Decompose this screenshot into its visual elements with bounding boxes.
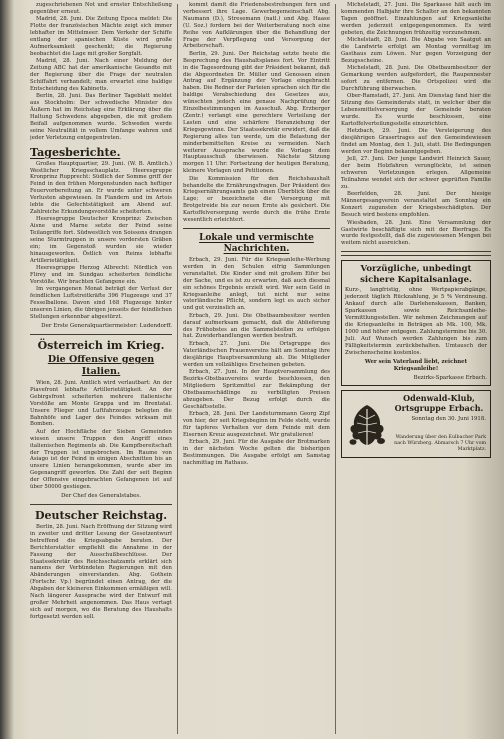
paragraph: Berlin, 28. Juni. Nach Eröffnung der Sitzung wird in zweiter und dritter Lesung der Gesetzentwurf betreffend die Kriegsabgabe beraten. Der Berichterstatter empfiehlt die Annahme in der Fassung der Ausschußbeschlüsse. Der Staatssekretär des Reichsschatzamts erklärt sich namens der Verbündeten Regierungen mit den Abänderungen einverstanden. Abg. Gothein (Fortschr. Vp.) begründet einen Antrag, der die Abgaben der kleineren Einkommen ermäßigen will. Nach längerer Aussprache wird der Entwurf mit großer Mehrheit angenommen. Das Haus vertagt sich auf morgen, wo die Beratung des Haushalts fortgesetzt werden soll. [30,523,172,620]
advertisement-kapitalsanlage [341,260,491,386]
club-heading: Odenwald-Klub, Ortsgruppe Erbach. [394,393,484,413]
divider [30,504,172,505]
paragraph: kommt damit die Friedensbestrebungen fern und verbessert ihre Lage. Gewerbegemeinschaft Abg. Naumann (D.), Stresemann (natl.) und Abg. Haase (U. Soz.) fordern bei der Weiterberatung noch eine Reihe von Aufklärungen über die Behandlung der Frage der Verpflegung und Versorgung der Arbeiterschaft. [183,2,330,50]
paragraph: zugeschriebenen Not und ernster Entschließung gegenüber erneut. [30,2,172,15]
column-right [341,2,491,458]
section-heading-tagesberichte: Tagesberichte. [30,145,121,159]
page-fold-shadow [0,0,14,739]
paragraph: Auf der Hochfläche der Sieben Gemeinden wiesen unsere Truppen den Angriff eines italienischen Regiments ab. Die Kampfbereitschaft der Truppen ist ungebrochen. Im Raume von Asiago ist der Feind in einigen Abschnitten bis an unsere Linien herangekommen, wurde aber im Gegenangriff geworfen. Die Zahl der seit Beginn der Offensive eingebrachten Gefangenen ist auf über 50000 gestiegen. [30,428,172,491]
advertisement-odenwald-klub [341,390,491,458]
paragraph: Heeresgruppe Herzog Albrecht: Nördlich von Flirey und im Sundgau scheiterten feindliche Vorstöße. Wir brachten Gefangene ein. [30,265,172,286]
paragraph: Ober-Ramstadt, 27. Juni. Am Dienstag fand hier die Sitzung des Gemeinderats statt, in welcher über die Lebensmittelversorgung der Gemeinde beraten wurde. Es wurde beschlossen, eine Kartoffelverteilungsstelle einzurichten. [341,93,491,127]
column-middle [183,2,330,467]
club-route: Wanderung über den Eulbacher Park nach Würzberg. Abmarsch 7 Uhr vom Marktplatz. [394,435,486,453]
column-left [30,2,172,621]
paragraph: Berlin, 28. Juni. Das Berliner Tageblatt meldet aus Stockholm: Der schwedische Minister des Äußern hat im Reichstag eine Erklärung über die Haltung Schwedens abgegeben, die mit großem Beifall aufgenommen wurde. Schweden werde seine Neutralität in vollem Umfange wahren und jeder Verletzung entgegentreten. [30,93,172,141]
divider [30,334,172,335]
paragraph: Hetzbach, 29. Juni. Die Versteigerung des diesjährigen Grasertrages auf den Gemeindewiesen findet am Montag, den 1. Juli, statt. Die Bedingungen werden vor Beginn bekanntgegeben. [341,128,491,156]
paragraph: Madrid, 28. Juni. Die Zeitung Epoca meldet: Die Flotte der französischen Mächte zeigt sich immer lebhafter im Mittelmeer. Dem Verkehr der Schiffe entlang der spanischen Küste wird große Aufmerksamkeit geschenkt; die Regierung beobachtet die Lage mit großer Sorgfalt. [30,16,172,57]
column-rule-1 [177,4,178,734]
oak-leaf-icon [345,401,389,449]
subheading-offensive: Die Offensive gegen Italien. [47,353,155,377]
section-heading-oesterreich: Österreich im Krieg. [37,338,165,352]
section-heading-reichstag: Deutscher Reichstag. [34,508,168,522]
paragraph: Jell, 27. Juni. Der junge Landwirt Heinrich Sauer, der beim Holzfahren verunglückte, ist seinen schweren Verletzungen erlegen. Allgemeine Teilnahme wendet sich der schwer geprüften Familie zu. [341,156,491,191]
paragraph: Erbach, 27. Juni. Die Ortsgruppe des Vaterländischen Frauenvereins hält am Sonntag ihre diesjährige Hauptversammlung ab. Die Mitglieder werden um vollzähliges Erscheinen gebeten. [183,340,330,368]
paragraph: Erbach, 29. Juni. Für die Ausgabe der Brotmarken in der nächsten Woche gelten die bisherigen Bestimmungen. Die Ausgabe erfolgt am Samstag nachmittag im Rathaus. [183,439,330,466]
divider [183,228,330,229]
paragraph: Großes Hauptquartier, 29. Juni. (W. B. Amtlich.) Westlicher Kriegsschauplatz. Heeresgruppe Kronprinz Rupprecht: Südlich der Somme griff der Feind in den frühen Morgenstunden nach heftiger Feuervorbereitung an. Er wurde unter schweren Verlusten abgewiesen. In Flandern und im Artois lebte die Gefechtstätigkeit am Abend auf. Zahlreiche Erkundungsvorstöße scheiterten. [30,160,172,215]
club-date: Sonntag den 30. Juni 1918. [411,416,486,423]
section-heading-lokales: Lokale und vermischte Nachrichten. [199,233,314,254]
paragraph: Michelstadt, 28. Juni. Die Obstbaumbesitzer der Gemarkung werden aufgefordert, die Raupennester sofort zu entfernen. Die Ortspolizei wird die Durchführung überwachen. [341,65,491,92]
paragraph: Erbach, 29. Juni. Die Obstbaumbesitzer werden darauf aufmerksam gemacht, daß die Ablieferung des Frühobstes an die Sammelstellen zu erfolgen hat. Zuwiderhandlungen werden bestraft. [183,312,330,340]
paragraph: Im vergangenen Monat beträgt der Verlust der feindlichen Luftstreitkräfte 396 Flugzeuge und 37 Fesselballone. Davon sind 168 Flugzeuge hinter unseren Linien, die übrigen jenseits der feindlichen Stellungen erkennbar abgestürzt. [30,286,172,321]
divider [341,251,491,256]
paragraph: Madrid, 28. Juni. Nach einer Meldung der Zeitung ABC hat der amerikanische Gesandte mit der Regierung über die Frage der neutralen Schiffahrt verhandelt; man erwartet eine baldige Entscheidung des Kabinetts. [30,58,172,92]
signature-generalstab: Der Chef des Generalstabes. [61,492,141,499]
ad-heading: Vorzügliche, unbedingt sichere Kapitalsanlage. [360,264,472,285]
paragraph: Michelstadt, 27. Juni. Die Sparkasse hält auch im kommenden Halbjahr ihre Schalter an den bekannten Tagen geöffnet. Einzahlungen auf Kriegsanleihe werden jederzeit entgegengenommen. Es wird gebeten, die Zeichnungen frühzeitig vorzunehmen. [341,2,491,36]
paragraph: Michelstadt, 28. Juni. Die Abgabe von Saatgut an die Landwirte erfolgt am Montag vormittag im Gasthaus zum Löwen. Nur gegen Vorzeigung der Bezugsscheine. [341,37,491,64]
paragraph: Heeresgruppe Deutscher Kronprinz: Zwischen Aisne und Marne setzte der Feind seine Teilangriffe fort. Südwestlich von Soissons drangen seine Sturmtruppen in unsere vordersten Gräben ein; im Gegenstoß wurden sie wieder hinausgeworfen. Östlich von Reims lebhafte Artillerietätigkeit. [30,216,172,264]
paragraph: Berlin, 29. Juni. Der Reichstag setzte heute die Besprechung des Haushaltsplanes fort. Vor Eintritt in die Tagesordnung gibt der Präsident bekannt, daß die Abgeordneten Dr. Müller und Genossen einen Antrag auf Ergänzung der Vorlage eingebracht haben. Die Redner der Parteien sprachen sich für die baldige Verabschiedung des Gesetzes aus, wünschten jedoch eine genaue Nachprüfung der Einzelbestimmungen im Ausschuß. Abg. Erzberger (Zentr.) verlangt eine gerechtere Verteilung der Lasten und eine schärfere Heranziehung der Kriegsgewinne. Der Staatssekretär erwidert, daß die Regierung alles tun werde, um die Belastung der minderbemittelten Kreise zu vermeiden. Nach weiterer Aussprache wurde die Vorlage dem Hauptausschuß überwiesen. Nächste Sitzung morgen 11 Uhr: Fortsetzung der heutigen Beratung, kleinere Vorlagen und Petitionen. [183,50,330,175]
paragraph: Wiesbaden, 28. Juni. Eine Versammlung der Gastwirte beschäftigte sich mit der Bierfrage. Es wurde festgestellt, daß die zugewiesenen Mengen bei weitem nicht ausreichen. [341,219,491,247]
signature-generalquartiermeister: Der Erste Generalquartiermeister: Ludendorff. [41,322,172,329]
paragraph: Die Kommission für den Reichshaushalt behandelte die Ernährungsfragen. Der Präsident des Kriegsernährungsamts gab einen Überblick über die Lage; er bezeichnete die Versorgung mit Brotgetreide bis zur neuen Ernte als gesichert. Die Kartoffelversorgung werde durch die frühe Ernte wesentlich erleichtert. [183,175,330,224]
paragraph: Beerfelden, 28. Juni. Der hiesige Männergesangverein veranstaltet am Sonntag ein Konzert zugunsten der Kriegsbeschädigten. Der Besuch wird bestens empfohlen. [341,191,491,219]
ad-signature: Bezirks-Sparkasse Erbach. [413,375,487,382]
ad-text: Kurz-, langfristig, ohne Wertpapierabgänge, jederzeit täglich Rückzahlung, je 5 % Verzinsung. Ankauf durch alle Darlehenskassen, Banken, Sparkassen sowie Reichsanleihe-Vermittlungsstellen. Wir nehmen Zeichnungen auf die Kriegsanleihe in Beträgen ab Mk. 100, Mk. 1000 und höher entgegen. Zahlungstermine bis 30. Juli. Auf Wunsch werden Zahlungen bis zum Fälligkeitstermin zurückbehalten. Umtausch der Zwischenscheine kostenlos. [345,287,487,357]
ad-slogan: Wer sein Vaterland liebt, zeichnet Kriegsanleihe! [364,359,468,373]
paragraph: Erbach, 28. Juni. Der Landsturmmann Georg Zipf von hier, der seit Kriegsbeginn im Felde steht, wurde für tapferes Verhalten vor dem Feinde mit dem Eisernen Kreuz ausgezeichnet. Wir gratulieren! [183,410,330,438]
paragraph: Erbach, 29. Juni. Für die Kriegsanleihe-Werbung werden in den Schulen eifrig Sammlungen veranstaltet. Die Kinder sind mit großem Eifer bei der Sache, und es ist zu erwarten, daß auch diesmal ein schönes Ergebnis erzielt wird. Wer sein Geld in Kriegsanleihe anlegt, tut nicht nur seine vaterländische Pflicht, sondern legt es auch sicher und gut verzinslich an. [183,257,330,312]
column-rule-2 [335,4,336,734]
paragraph: Wien, 28. Juni. Amtlich wird verlautbart: An der Piavefront lebhafte Artillerietätigkeit. An der Gebirgsfront scheiterten mehrere italienische Vorstöße am Monte Grappa und im Brentatal. Unsere Flieger und Luftfahrzeuge belegten die Bahnhöfe und Lager des Feindes wirksam mit Bomben. [30,379,172,428]
paragraph: Erbach, 27. Juni. In der Hauptversammlung des Bezirks-Obstbauvereins wurde beschlossen, den Mitgliedern Spritzmittel zur Bekämpfung der Obstbaumschädlinge zu verbilligten Preisen abzugeben. Der Bezug erfolgt durch die Geschäftsstelle. [183,369,330,410]
